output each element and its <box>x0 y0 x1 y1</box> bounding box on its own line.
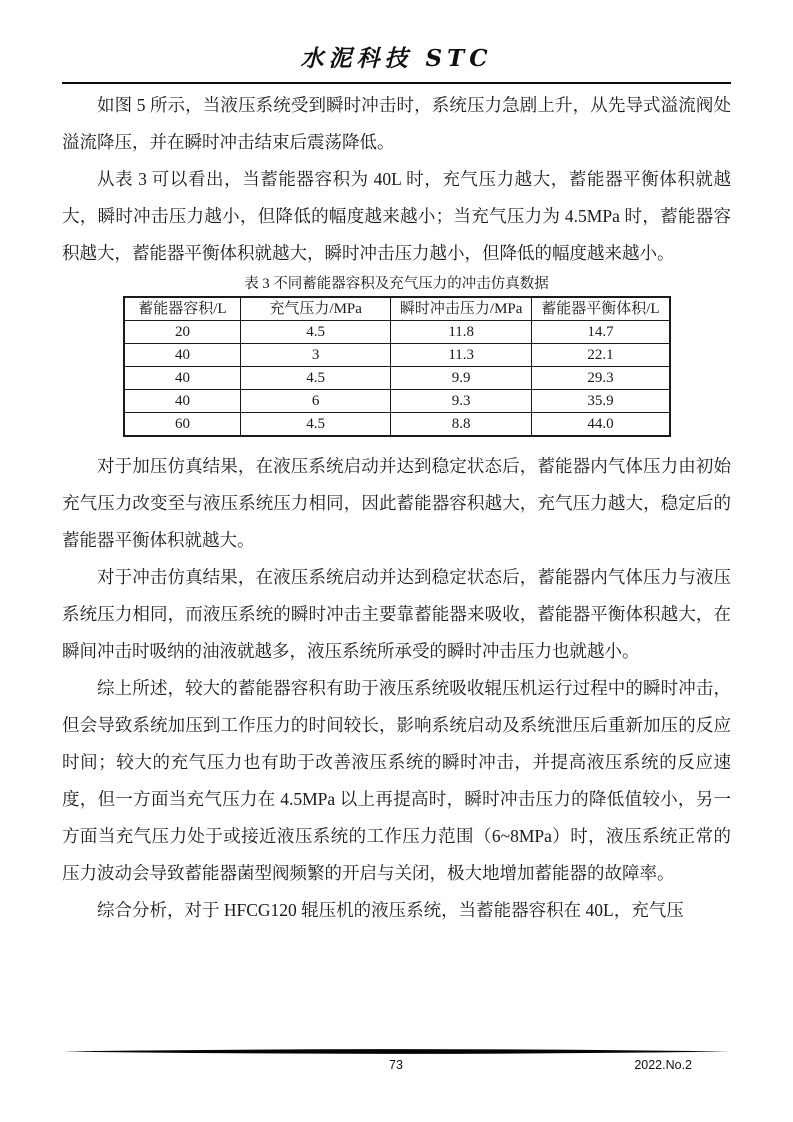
table-cell: 14.7 <box>532 321 670 344</box>
issue-label: 2022.No.2 <box>634 1058 692 1072</box>
table-row <box>124 344 670 367</box>
table-cell: 4.5 <box>241 321 391 344</box>
table-cell: 6 <box>241 390 391 413</box>
footer-rule <box>62 1048 730 1055</box>
article-body <box>62 87 731 929</box>
table-cell: 4.5 <box>241 413 391 437</box>
table-cell: 22.1 <box>532 344 670 367</box>
paragraph-figure5: 如图 5 所示，当液压系统受到瞬时冲击时，系统压力急剧上升，从先导式溢流阀处溢流降压，并在瞬时冲击结束后震荡降低。 <box>62 95 731 152</box>
table-header-balance-volume: 蓄能器平衡体积/L <box>532 297 670 321</box>
table-cell: 44.0 <box>532 413 670 437</box>
table-cell: 35.9 <box>532 390 670 413</box>
table-cell: 9.9 <box>390 367 531 390</box>
table-body <box>124 321 670 437</box>
table-cell: 40 <box>124 390 241 413</box>
paragraph-impact-result: 对于冲击仿真结果，在液压系统启动并达到稳定状态后，蓄能器内气体压力与液压系统压力相同，而液压系统的瞬时冲击主要靠蓄能器来吸收，蓄能器平衡体积越大，在瞬间冲击时吸纳的油液就越多，液压系统所承受的瞬时冲击压力也就越小。 <box>62 567 731 661</box>
table-cell: 40 <box>124 367 241 390</box>
table-cell: 11.3 <box>390 344 531 367</box>
table-header-accumulator-volume: 蓄能器容积/L <box>124 297 241 321</box>
table-cell: 40 <box>124 344 241 367</box>
paragraph-analysis: 综合分析，对于 HFCG120 辊压机的液压系统，当蓄能器容积在 40L，充气压 <box>97 900 684 920</box>
header-rule <box>62 82 731 84</box>
paragraph-summary: 综上所述，较大的蓄能器容积有助于液压系统吸收辊压机运行过程中的瞬时冲击，但会导致系统加压到工作压力的时间较长，影响系统启动及系统泄压后重新加压的反应时间；较大的充气压力也有助于改善液压系统的瞬时冲击，并提高液压系统的反应速度，但一方面当充气压力在 4.5MPa 以上再提高时，瞬时冲击压力的降低值较小，另一方面当充气压力处于或接近液压系统的工作压力范围（6~8MPa）时，液压系统正常的压力波动会导致蓄能器菌型阀频繁的开启与关闭，极大地增加蓄能器的故障率。 <box>62 678 731 883</box>
simulation-data-table <box>123 296 671 437</box>
page-number: 73 <box>389 1058 403 1072</box>
table-cell: 60 <box>124 413 241 437</box>
table-cell: 20 <box>124 321 241 344</box>
table-header-charge-pressure: 充气压力/MPa <box>241 297 391 321</box>
table-row <box>124 413 670 437</box>
table-cell: 29.3 <box>532 367 670 390</box>
table-row <box>124 321 670 344</box>
table-caption: 表 3 不同蓄能器容积及充气压力的冲击仿真数据 <box>244 276 549 292</box>
table-header-impact-pressure: 瞬时冲击压力/MPa <box>390 297 531 321</box>
table-row <box>124 367 670 390</box>
footer-text-row <box>62 1056 730 1076</box>
journal-header <box>62 0 731 84</box>
table-cell: 3 <box>241 344 391 367</box>
paragraph-pressurization-result: 对于加压仿真结果，在液压系统启动并达到稳定状态后，蓄能器内气体压力由初始充气压力改变至与液压系统压力相同，因此蓄能器容积越大，充气压力越大，稳定后的蓄能器平衡体积就越大。 <box>62 456 731 550</box>
table-header-row <box>124 297 670 321</box>
journal-title: 水泥科技 STC <box>300 45 493 72</box>
paragraph-table3-observation: 从表 3 可以看出，当蓄能器容积为 40L 时，充气压力越大，蓄能器平衡体积就越大，瞬时冲击压力越小，但降低的幅度越来越小；当充气压力为 4.5MPa 时，蓄能器容积越大，蓄能器平衡体积就越大，瞬时冲击压力越小，但降低的幅度越来越小。 <box>62 169 731 263</box>
table-cell: 9.3 <box>390 390 531 413</box>
page-footer <box>62 1048 730 1076</box>
table-cell: 8.8 <box>390 413 531 437</box>
table-row <box>124 390 670 413</box>
table-cell: 11.8 <box>390 321 531 344</box>
table-cell: 4.5 <box>241 367 391 390</box>
